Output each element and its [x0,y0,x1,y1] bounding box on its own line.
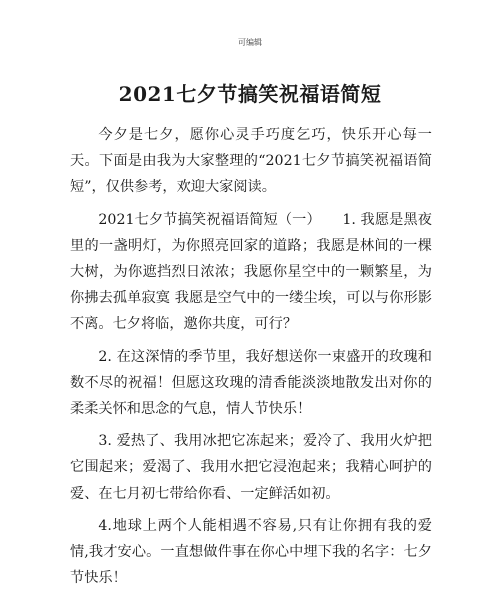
editable-tag: 可编辑 [238,38,262,47]
item-3-paragraph: 3. 爱热了、我用冰把它冻起来；爱冷了、我用火炉把它围起来；爱渴了、我用水把它浸泡起来；我精心呵护的爱、在七月初七带给你看、一定鲜活如初。 [70,433,432,502]
intro-paragraph: 今夕是七夕，愿你心灵手巧度乞巧，快乐开心每一天。下面是由我为大家整理的“2021七夕节搞笑祝福语简短”，仅供参考，欢迎大家阅读。 [70,127,432,196]
section-heading-and-item-1: 2021七夕节搞笑祝福语简短（一） 1. 我愿是黑夜里的一盏明灯，为你照亮回家的道路；我愿是林间的一棵大树，为你遮挡烈日浓浓；我愿你星空中的一颗繁星，为你拂去孤单寂寞 我愿是空气中的一缕尘埃，可以与你形影不离。七夕将临，邀你共度，可行？ [70,211,432,333]
item-2-paragraph: 2. 在这深情的季节里，我好想送你一束盛开的玫瑰和数不尽的祝福！但愿这玫瑰的清香能淡淡地散发出对你的柔柔关怀和思念的气息，情人节快乐！ [70,348,432,418]
document-body [70,122,432,597]
document-title: 2021七夕节搞笑祝福语简短 [118,82,382,106]
item-4-paragraph: 4.地球上两个人能相遇不容易,只有让你拥有我的爱情,我才安心。一直想做件事在你心中埋下我的名字：七夕节快乐！ [70,517,432,587]
